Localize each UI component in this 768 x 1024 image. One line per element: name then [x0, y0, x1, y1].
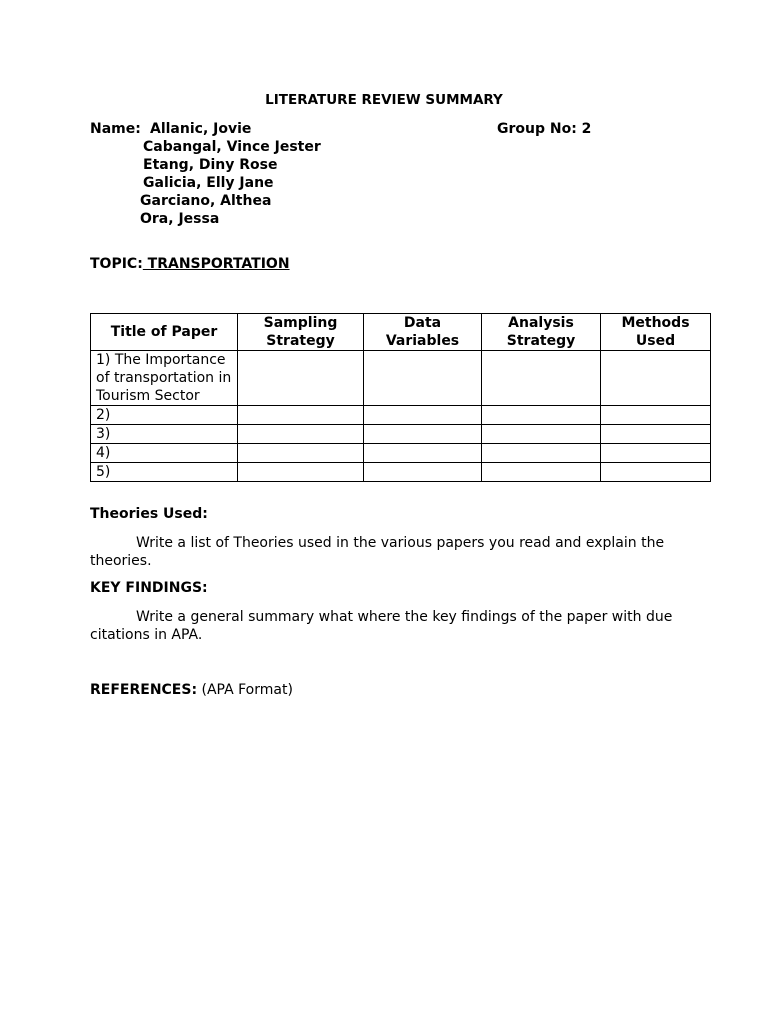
- table-cell: [601, 463, 711, 482]
- table-cell: [482, 444, 601, 463]
- member-name: Garciano, Althea: [140, 193, 272, 209]
- header-analysis-strategy: Analysis Strategy: [482, 314, 601, 351]
- literature-table: [90, 313, 711, 482]
- table-cell: [601, 351, 711, 406]
- table-cell: [238, 425, 364, 444]
- theories-heading: Theories Used:: [90, 506, 208, 522]
- table-row: [91, 425, 711, 444]
- theories-body: Write a list of Theories used in the various papers you read and explain the theories.: [90, 535, 665, 569]
- table-row: [91, 406, 711, 425]
- table-cell: [482, 351, 601, 406]
- table-cell: 2): [91, 406, 238, 425]
- table-cell: 1) The Importance of transportation in Tourism Sector: [91, 351, 238, 406]
- table-cell: 3): [91, 425, 238, 444]
- topic-label: TOPIC:: [90, 256, 143, 272]
- references-label: REFERENCES:: [90, 682, 198, 698]
- table-row: [91, 463, 711, 482]
- member-name: Etang, Diny Rose: [143, 157, 278, 173]
- table-cell: [364, 425, 482, 444]
- references-line: [90, 682, 293, 698]
- key-findings-body: Write a general summary what where the key findings of the paper with due citations in APA.: [90, 609, 673, 643]
- table-cell: [364, 463, 482, 482]
- table-cell: [601, 425, 711, 444]
- header-data-variables: Data Variables: [364, 314, 482, 351]
- member-name: Allanic, Jovie: [150, 121, 252, 137]
- name-label: Name:: [90, 121, 141, 137]
- table-cell: [482, 406, 601, 425]
- member-name: Ora, Jessa: [140, 211, 220, 227]
- references-note: (APA Format): [197, 682, 293, 698]
- group-number: Group No: 2: [497, 121, 592, 137]
- table-cell: [601, 406, 711, 425]
- table-cell: 4): [91, 444, 238, 463]
- table-cell: [364, 444, 482, 463]
- table-cell: [482, 425, 601, 444]
- table-cell: [238, 444, 364, 463]
- table-cell: [601, 444, 711, 463]
- table-row: [91, 444, 711, 463]
- page-title: LITERATURE REVIEW SUMMARY: [265, 92, 503, 108]
- table-cell: [238, 351, 364, 406]
- header-methods-used: Methods Used: [601, 314, 711, 351]
- table-header-row: [91, 314, 711, 351]
- table-row: [91, 351, 711, 406]
- table-cell: [238, 406, 364, 425]
- header-sampling-strategy: Sampling Strategy: [238, 314, 364, 351]
- topic-value: TRANSPORTATION: [142, 256, 290, 272]
- header-title-of-paper: Title of Paper: [91, 314, 238, 351]
- table-cell: 5): [91, 463, 238, 482]
- table-cell: [364, 351, 482, 406]
- table-cell: [482, 463, 601, 482]
- topic-line: [90, 256, 290, 272]
- table-cell: [238, 463, 364, 482]
- member-name: Galicia, Elly Jane: [143, 175, 274, 191]
- key-findings-heading: KEY FINDINGS:: [90, 580, 208, 596]
- member-name: Cabangal, Vince Jester: [143, 139, 321, 155]
- table-cell: [364, 406, 482, 425]
